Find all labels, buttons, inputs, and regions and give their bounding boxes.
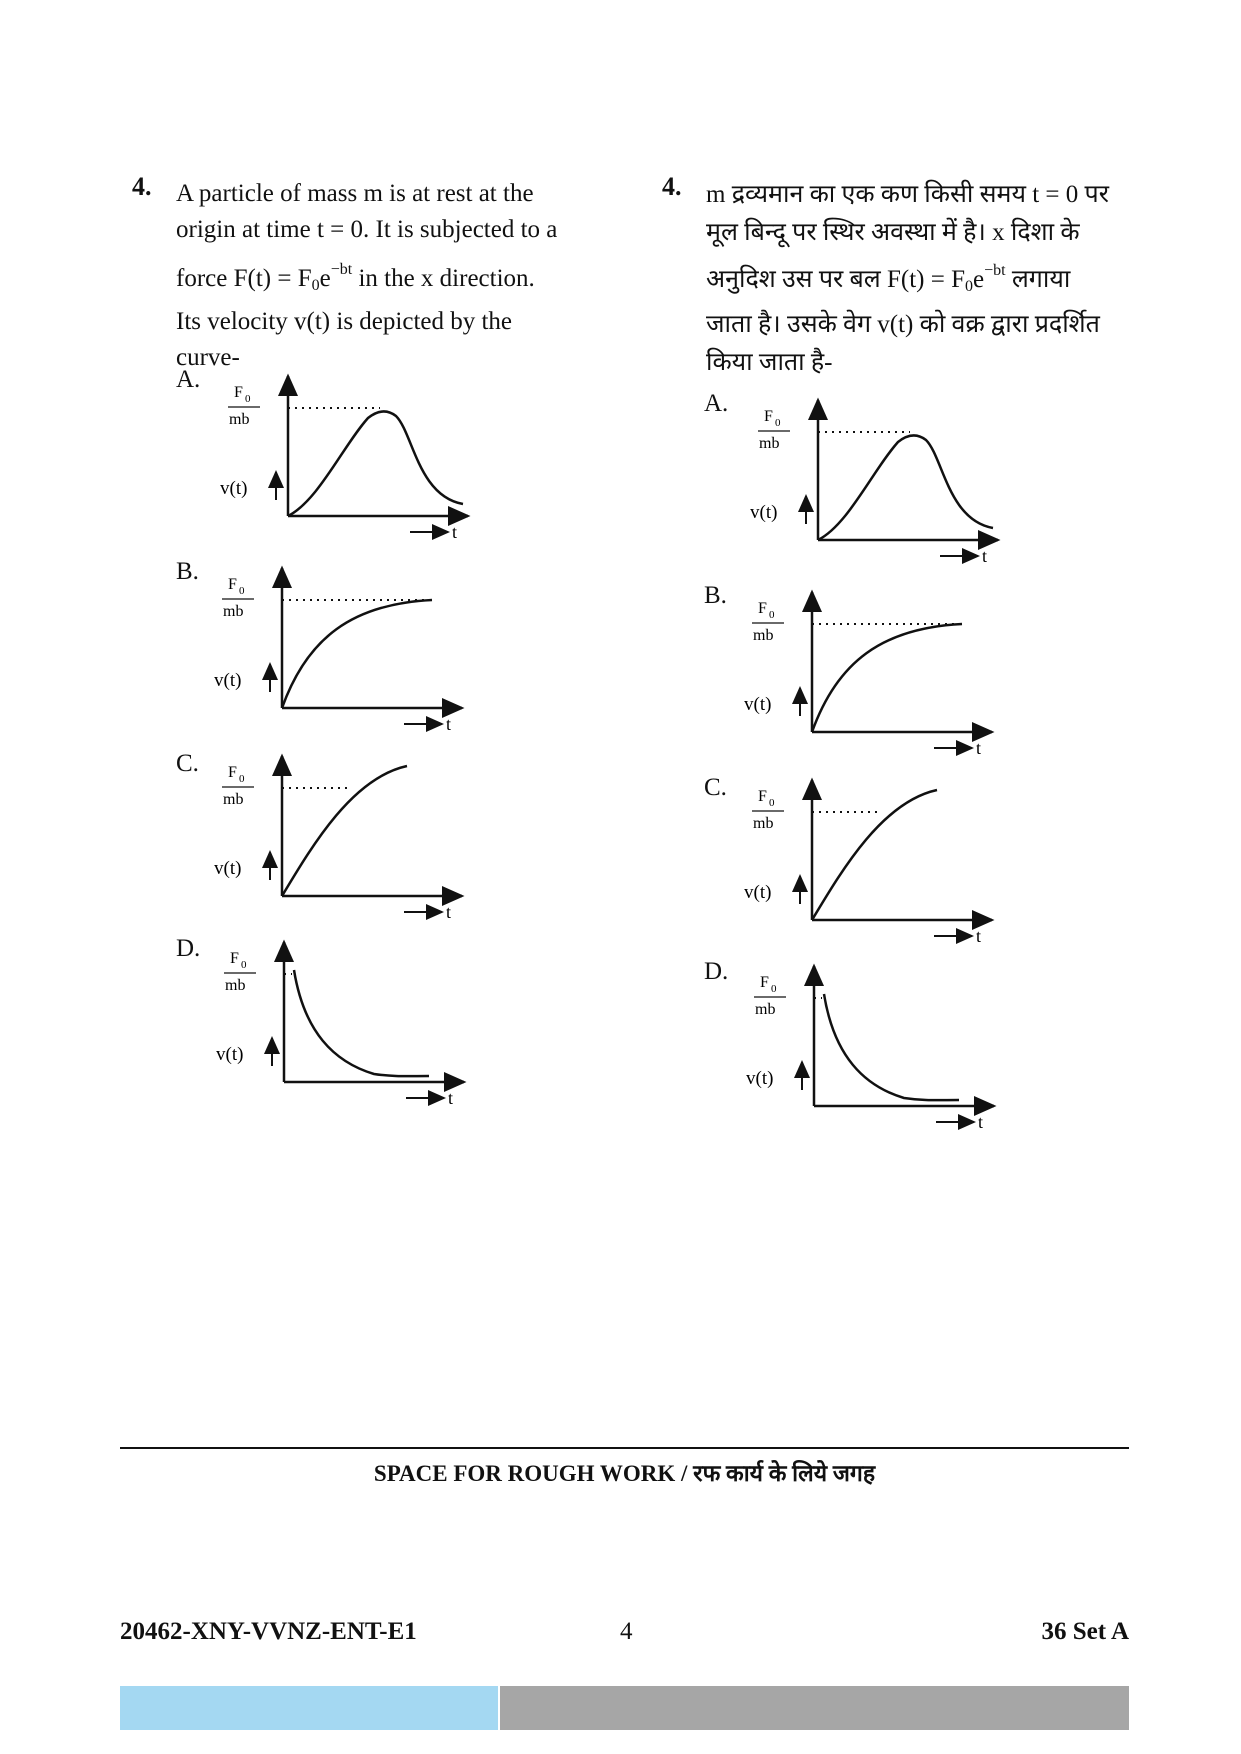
f0-numerator: F [760, 974, 769, 991]
option-c-label-hi: C. [704, 774, 727, 801]
v-axis-label: v(t) [214, 858, 242, 879]
f0-denominator: mb [759, 435, 780, 452]
f0-denominator: mb [229, 411, 250, 428]
f0-denominator: mb [223, 791, 244, 808]
question-text-hi [706, 176, 1109, 382]
v-axis-label: v(t) [750, 502, 778, 523]
formula-part: e [972, 266, 985, 293]
option-b-label-en: B. [176, 558, 199, 585]
option-d-label-en: D. [176, 935, 201, 962]
velocity-curve [818, 435, 993, 540]
graph-option-d-hi [746, 958, 1026, 1132]
v-axis-label: v(t) [744, 694, 772, 715]
f0-numerator: F [758, 788, 767, 805]
option-c-label-en: C. [176, 750, 199, 777]
f0-subscript: 0 [245, 393, 251, 405]
velocity-curve [812, 624, 962, 732]
rough-work-divider [120, 1447, 1129, 1449]
f0-subscript: 0 [239, 585, 245, 597]
formula-part: e [319, 265, 331, 292]
f0-denominator: mb [223, 603, 244, 620]
f0-subscript: 0 [241, 959, 247, 971]
footer-bar-blue [120, 1686, 498, 1730]
f0-numerator: F [228, 576, 237, 593]
f0-denominator: mb [753, 627, 774, 644]
question-line: m द्रव्यमान का एक कण किसी समय t = 0 पर [706, 181, 1109, 208]
formula-superscript: −bt [330, 261, 353, 278]
v-axis-label: v(t) [214, 670, 242, 691]
v-axis-label: v(t) [744, 882, 772, 903]
graph-option-b-en [214, 560, 494, 734]
t-axis-label: t [446, 714, 452, 734]
t-axis-label: t [978, 1112, 984, 1132]
v-axis-label: v(t) [216, 1044, 244, 1065]
question-line: curve- [176, 344, 240, 371]
f0-numerator: F [230, 950, 239, 967]
question-number-en: 4. [132, 172, 152, 201]
graph-option-d-en [216, 934, 496, 1108]
question-line: जाता है। उसके वेग v(t) को वक्र द्वारा प्रदर्शित [706, 311, 1100, 338]
t-axis-label: t [976, 926, 982, 946]
f0-subscript: 0 [775, 417, 781, 429]
formula-superscript: −bt [984, 262, 1006, 279]
f0-numerator: F [758, 600, 767, 617]
v-axis-label: v(t) [220, 478, 248, 499]
question-line: A particle of mass m is at rest at the [176, 180, 534, 207]
graph-option-c-en [214, 748, 494, 922]
f0-numerator: F [764, 408, 773, 425]
graph-option-a-hi [750, 392, 1030, 566]
footer-bar-gray [500, 1686, 1129, 1730]
graph-option-c-hi [744, 772, 1024, 946]
v-axis-label: v(t) [746, 1068, 774, 1089]
question-text-en [176, 176, 557, 376]
formula-part: लगाया [1005, 266, 1071, 293]
t-axis-label: t [448, 1088, 454, 1108]
f0-denominator: mb [755, 1001, 776, 1018]
option-b-label-hi: B. [704, 582, 727, 609]
formula-part: in the x direction. [352, 265, 535, 292]
f0-subscript: 0 [769, 797, 775, 809]
graph-option-a-en [220, 368, 500, 542]
question-line: मूल बिन्दू पर स्थिर अवस्था में है। x दिशा के [706, 219, 1080, 246]
option-a-label-en: A. [176, 366, 201, 393]
graph-option-b-hi [744, 584, 1024, 758]
f0-subscript: 0 [769, 609, 775, 621]
paper-code: 20462-XNY-VVNZ-ENT-E1 [120, 1618, 417, 1645]
velocity-curve [282, 766, 407, 896]
velocity-curve [812, 790, 937, 920]
f0-numerator: F [228, 764, 237, 781]
question-number-hi: 4. [662, 172, 682, 201]
t-axis-label: t [976, 738, 982, 758]
page-number: 4 [620, 1618, 633, 1645]
option-a-label-hi: A. [704, 390, 729, 417]
question-line [706, 252, 1109, 306]
question-line: Its velocity v(t) is depicted by the [176, 308, 513, 335]
t-axis-label: t [982, 546, 988, 566]
velocity-curve [824, 994, 959, 1100]
velocity-curve [282, 600, 432, 708]
formula-subscript: 0 [964, 278, 973, 295]
option-d-label-hi: D. [704, 958, 729, 985]
velocity-curve [294, 970, 429, 1076]
f0-numerator: F [234, 384, 243, 401]
f0-denominator: mb [225, 977, 246, 994]
t-axis-label: t [452, 522, 458, 542]
f0-subscript: 0 [239, 773, 245, 785]
t-axis-label: t [446, 902, 452, 922]
f0-subscript: 0 [771, 983, 777, 995]
velocity-curve [288, 411, 463, 516]
question-line: origin at time t = 0. It is subjected to a [176, 216, 558, 243]
formula-part: अनुदिश उस पर बल F(t) = F [706, 266, 965, 293]
question-line: किया जाता है- [706, 349, 833, 376]
question-line [176, 252, 557, 304]
rough-work-heading: SPACE FOR ROUGH WORK / रफ कार्य के लिये जगह [373, 1461, 876, 1486]
set-label: 36 Set A [1041, 1618, 1129, 1645]
f0-denominator: mb [753, 815, 774, 832]
formula-part: force F(t) = F [176, 265, 312, 292]
formula-subscript: 0 [311, 277, 320, 294]
